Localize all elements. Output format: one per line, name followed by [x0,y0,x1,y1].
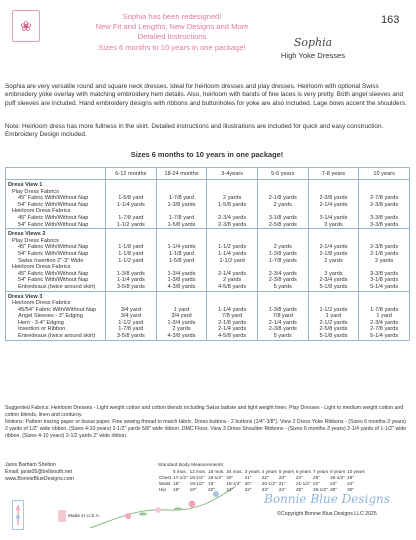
yardage-value [311,231,357,238]
yardage-value: 2-1/2 yards [319,319,348,326]
yardage-value [209,300,255,307]
yardage-value: 1-1/4 yards [116,277,145,284]
yardage-value: 3-1/4 yards [319,214,348,221]
measurement-cell: 19-1/2" [208,475,223,480]
yardage-value: 2-3/4 yards [268,270,297,277]
yardage-value: 2 yards [172,326,191,333]
measurement-cell: 22" [261,475,269,480]
table-body [6,180,410,341]
yardage-value [311,264,357,271]
yardage-value: 2-1/4 yards [218,270,247,277]
row-label: 45" Fabric With/Without Nap [18,195,89,202]
row-label: Entredeaux (twice around skirt) [18,333,96,340]
yardage-cell [359,229,410,291]
yardage-value: 3-1/8 yards [370,277,399,284]
measurement-cell: 22" [313,481,320,486]
table-header-cell: 18-24 months [156,168,207,180]
measurement-cell: 24" [347,481,354,486]
yardage-value: 2-3/8 yards [370,201,399,208]
yardage-value [159,294,205,301]
yardage-cell [308,229,359,291]
yardage-value: 7/8 yard [222,313,243,320]
measurement-cell: 18-1/2" [189,481,205,486]
measurement-cell: 21" [226,487,234,492]
yardage-value: 5 yards [273,333,292,340]
measurement-cell: 10 years [347,469,365,474]
yardage-value: 2-3/4 yards [370,319,399,326]
row-label: 54" Fabric With/Without Nap [18,201,89,208]
yardage-value [209,182,255,189]
table-header-cell: 5-6 years [257,168,308,180]
yardage-value: 5-1/4 yards [370,283,399,290]
yardage-value: 5-1/8 yards [319,283,348,290]
yardage-value: 2 yards [222,277,242,284]
yardage-cell [207,229,258,291]
promo-line: Sophia has been redesigned! [122,12,222,21]
row-label: Entredeaux (twice around skirt) [18,283,96,290]
yardage-value: 1-7/8 yards [370,306,399,313]
row-label: Angel Sleeves - 3" Edging [18,313,83,320]
table-header-cell: 7-8 years [308,168,359,180]
yardage-value: 1-5/8 yards [218,201,247,208]
measurement-cell: 4 years [261,469,277,474]
yardage-value [260,182,306,189]
yardage-value [361,300,407,307]
yardage-value [209,238,255,245]
measurement-cell: 26-1/2" [330,475,345,480]
measurement-cell: 26-1/2" [313,487,328,492]
yardage-cell [156,180,207,229]
measurement-cell: 5 years [278,469,294,474]
yardage-value: 1-7/8 yards [268,257,297,264]
yardage-value [361,231,407,238]
table-header-cell: 3-4years [207,168,258,180]
yardage-cell [308,180,359,229]
page-number: 163 [381,14,400,26]
yardage-value [209,208,255,215]
promo-line: Sizes 6 months to 10 years in one package! [98,42,246,52]
yardage-value: 1-1/2 yard [118,257,144,264]
pattern-title: Sophia [293,36,333,49]
yardage-value: 2-3/8 yards [319,195,348,202]
yardage-value: 1-3/8 yards [167,201,196,208]
yardage-value: 1-3/4 yards [167,270,196,277]
measurement-cell: 21" [278,481,286,486]
yardage-cell [359,180,410,229]
yardage-value [159,264,205,271]
yardage-value [108,294,154,301]
table-header-cell: 10 years [359,168,410,180]
designer-name: Janis Barham Shelton [5,462,56,468]
row-label-cell [6,180,106,229]
row-label: Play Dress Fabrics [12,237,59,244]
measurement-cell: Hip [159,487,166,492]
measurements-title: Standard Body Measurements: [158,463,225,468]
measurement-cell: 7 years [313,469,329,474]
yardage-cell [359,291,410,340]
row-label: 54" Fabric With/Without Nap [18,277,89,284]
yardage-value: 2 yards [222,195,242,202]
yardage-cell [106,291,157,340]
brand-logo: Bonnie Blue Designs [264,492,390,506]
yardage-value: 1-3/8 yards [268,250,297,257]
yardage-cell [207,180,258,229]
yardage-value [108,238,154,245]
measurement-cell: 24" [278,487,286,492]
yardage-value: 2-3/8 yards [268,326,297,333]
yardage-value: 2-5/8 yards [268,221,297,228]
yardage-value [260,238,306,245]
yardage-value: 2 yards [324,257,343,264]
yardage-value: 2-1/4 yards [268,319,297,326]
row-label: 45" Fabric With/Without Nap [18,244,89,251]
notions-text: Notions: Pattern tracing paper or tissue paper. Fine sewing thread to match fabric. Dress buttons - 2 buttons (1/4"-3/8"). View 2 Dress Yoke Ribbons - (Sizes 6 months-3 years) 2 yards of 1/2" wide ribbon. (Sizes 4-10 years) 2-1/2" yards 5/8" wide ribbon. DMC Floss. View 3 Dress Shoulder Ribbons - (Sizes 6 months-3 years) 2-1/4 yards of 1-1/2" wide ribbon, (Sizes 4-10 years) 2-1/2 yards 2" wide ribbon. [5,419,407,439]
yardage-value [311,189,357,196]
yardage-value [159,238,205,245]
yardage-value [361,208,407,215]
yardage-value: 2-7/8 yards [370,195,399,202]
measurement-cell: Waist [159,481,171,486]
yardage-cell [257,180,308,229]
measurement-cell: 18" [173,487,180,492]
row-label: Dress View 1 [8,182,43,188]
yardage-cell [106,180,157,229]
yardage-value: 1-1/8 yard [118,244,144,251]
measurement-cell: 20" [244,481,252,486]
measurement-cell: 23" [330,481,337,486]
contact-email: Email: janis05@bellsouth.net [5,468,72,475]
flag-icon [58,510,66,522]
yardage-value [108,231,154,238]
yardage-value: 1-7/8 yard [118,326,144,333]
measurement-cell: 8 years [330,469,346,474]
row-label: Insertion or Ribbon [18,326,66,333]
promo-banner [52,12,292,53]
yardage-value: 4-3/8 yards [167,283,196,290]
yardage-value [159,182,205,189]
ribbon-swatch-icon [12,500,24,530]
yardage-value: 2-1/8 yards [319,250,348,257]
intro-paragraph: Sophia are very versatile round and square neck dresses. Ideal for heirloom dresses and play dresses. Heirloom with optional Swiss embroidery yoke overlay with matching embroidery hem details. Also, heirloom with bands of fine laces is very pretty. Both angel sleeves and puff sleeves are included. Hand embroidery designs with ribbons and buttonholes for yoke are also included. Lage bows accent the shoulders. [5,83,407,107]
row-label: Dress Views 2 [8,231,46,238]
yardage-value [311,208,357,215]
yardage-value: 2-1/8 yards [370,250,399,257]
yardage-value: 2-3/8 yards [370,244,399,251]
suggested-fabrics-text: Suggested Fabrics: Heirloom Dresses - Light weight cotton and cotton blends including Swiss batiste and light weight linen. Play Dresses - Light to medium weight cotton and cotton blends, linen and corduroy. [5,405,404,418]
measurement-cell: 18-1/2" [189,475,205,480]
row-label-cell [6,291,106,340]
yardage-value: 7/8 yard [272,313,293,320]
yardage-value: 2-1/4 yards [319,244,348,251]
table-header-cell: 6-12 months [106,168,157,180]
yardage-value: 2 yards [374,257,394,264]
row-label: 45" Fabric With/Without Nap [18,270,89,277]
yardage-value: 2-3/8 yards [268,277,297,284]
yardage-value: 1-3/8 yards [116,270,145,277]
measurement-cell: 24 mos. [226,469,243,474]
yardage-value: 3-3/8 yards [370,270,399,277]
yardage-value [209,294,255,301]
yardage-value [361,238,407,245]
yardage-value: 3/4 yard [120,313,141,320]
measurement-cell: Chest [159,475,172,480]
measurement-cell: 6 mos. [173,469,187,474]
yardage-value: 2-1/8 yards [218,319,247,326]
yardage-value: 1-1/2 yard [219,257,245,264]
yardage-value: 1-1/2 yards [218,244,247,251]
row-label: 45/54" Fabric With/Without Nap [18,306,97,313]
yardage-value: 1-1/8 yard [118,250,144,257]
measurement-cell: 25" [295,487,303,492]
yardage-value [108,300,154,307]
measurement-cell: 22" [244,487,252,492]
yardage-value [108,189,154,196]
table-row [6,229,410,291]
yardage-value: 2-3/4 yards [218,214,247,221]
yardage-value: 5-1/8 yards [319,333,348,340]
yardage-value: 1-1/4 yards [116,201,145,208]
yardage-value: 2-3/4 yards [319,277,348,284]
yardage-value [159,231,205,238]
row-label: 45" Fabric With/Without Nap [18,214,89,221]
measurement-cell: 30" [347,487,354,492]
made-in-label: Made in U.S.A. [68,514,101,519]
row-label-cell [6,229,106,291]
yardage-value [311,238,357,245]
measurement-cell: 23" [278,475,286,480]
contact-info [5,462,74,482]
yardage-value [108,208,154,215]
yardage-cell [257,291,308,340]
yardage-value [361,264,407,271]
yardage-value: 1-7/8 yard [168,195,195,202]
row-label: Heirloom Dress Fabrics [12,208,71,215]
yardage-value: 1-7/8 yard [168,214,195,221]
yardage-value: 4-3/8 yards [167,333,196,340]
measurement-cell: 18 mos. [208,469,225,474]
yardage-value: 1 yard [173,306,190,313]
yardage-value: 2-1/4 yards [319,201,348,208]
yardage-value: 1-7/8 yard [118,214,144,221]
measurement-cell: 3 years [244,469,260,474]
yardage-value: 1-1/4 yards [167,244,196,251]
yardage-value: 3-3/8 yards [370,221,399,228]
measurement-cell: 19-1/2" [226,481,242,486]
yardage-value: 1-1/4 yards [218,250,247,257]
yardage-cell [257,229,308,291]
measurement-cell: 19" [208,481,215,486]
yardage-value [209,264,255,271]
logo-icon: ❀ [12,10,40,42]
table-row [6,291,410,340]
yardage-value: 1-5/8 yards [167,221,196,228]
yardage-value: 4-5/8 yards [218,333,247,340]
measurement-cell: 25" [313,475,320,480]
measurement-cell: 28" [330,487,337,492]
note-paragraph: Note: Heirloom dress has more fullness in the skirt. Detailed instructions and illustrations are included for quick and easy construction. Embroidery Design included. [5,123,384,139]
table-row [6,180,410,229]
yardage-value: 1-1/2 yards [319,306,348,313]
row-label: Heirloom Dress Fabrics [12,300,71,307]
yardage-value [260,189,306,196]
yardage-value: 3-3/8 yards [370,214,399,221]
measurements-table [158,469,366,493]
yardage-value [260,264,306,271]
yardage-cell [156,291,207,340]
measurement-cell: 23" [261,487,269,492]
website-link[interactable]: www.BonnieBlueDesigns.com [5,475,74,482]
promo-line: Detailed Instructions [137,32,207,42]
yardage-cell [156,229,207,291]
yardage-cell [207,291,258,340]
measurement-cell: 17-1/2" [173,475,188,480]
yardage-value: 1-5/8 yard [118,195,144,202]
row-label: Heirloom Dress Fabrics [12,264,71,271]
row-label: Play Dress Fabrics [12,188,59,195]
yardage-value: 2 yards [273,201,292,208]
measurement-cell: 21-1/2" [295,481,311,486]
yardage-value [260,294,306,301]
yardage-value: 2-1/4 yards [218,326,247,333]
measurement-cell: 18" [173,481,180,486]
measurement-cell: 20" [226,475,234,480]
measurement-cell: 12 mos. [189,469,207,474]
yardage-value [311,182,357,189]
yardage-value: 1-3/8 yards [268,306,297,313]
yardage-value [260,231,306,238]
yardage-value: 2-5/8 yards [319,326,348,333]
measurement-cell: 19" [189,487,197,492]
yardage-value [311,294,357,301]
yardage-value: 1-5/8 yard [168,257,195,264]
table-header-row [6,168,410,180]
yardage-value: 3-5/8 yards [116,283,145,290]
measurement-cell: 20" [208,487,215,492]
measurement-cell: 6 years [295,469,312,474]
yardage-value: 1-1/8 yard [168,250,195,257]
yardage-value: 3/4 yard [171,313,192,320]
yardage-value [260,208,306,215]
yardage-value: 1-1/4 yards [218,306,247,313]
pattern-subtitle: High Yoke Dresses [280,51,346,60]
yardage-value: 3 yards [324,270,343,277]
yardage-value: 1-3/4 yards [167,319,196,326]
yardage-value: 1-3/8 yards [167,277,196,284]
yardage-value: 2-3/8 yards [218,221,247,228]
measurements-body [158,469,366,493]
yardage-value: 1 yard [376,313,392,320]
yardage-value [260,300,306,307]
copyright-text: ©Copyright Bonnie Blue Designs LLC 2025 [277,511,377,517]
promo-line: New Fit and Lengths, New Designs and More [95,22,249,32]
table-header-cell [6,168,106,180]
yardage-value: 2-7/8 yards [370,326,399,333]
measurement-cell: 21" [244,475,252,480]
yardage-value: 1-1/2 yards [116,221,145,228]
yardage-value [108,264,154,271]
yardage-value: 3/4 yard [120,306,141,313]
yardage-value [108,182,154,189]
measurement-cell: 20-1/2" [261,481,277,486]
yardage-value [361,294,407,301]
yardage-value: 3 yards [324,221,343,228]
yardage-value: 3-5/8 yards [116,333,145,340]
row-label: 54" Fabric With/Without Nap [18,221,89,228]
yardage-value [361,182,407,189]
yardage-value: 5 yards [273,283,292,290]
yardage-value [159,189,205,196]
yardage-cell [106,229,157,291]
yardage-value: 2-1/8 yards [268,195,297,202]
yardage-value: 2 yards [273,244,292,251]
row-label: 54" Fabric With/Without Nap [18,250,89,257]
measurement-cell: 28" [347,475,354,480]
yardage-value [209,189,255,196]
measurement-cell: 24" [295,475,303,480]
yardage-cell [308,291,359,340]
yardage-value: 4-5/8 yards [218,283,247,290]
table-heading: Sizes 6 months to 10 years in one package! [130,150,284,159]
yardage-value [209,231,255,238]
yardage-value: 1 yard [325,313,342,320]
yardage-value: 1-1/2 yard [118,319,144,326]
row-label: Hem - 3-4" Edging [18,319,64,326]
yardage-value [361,189,407,196]
yardage-value [159,300,205,307]
yardage-table [5,167,410,341]
yardage-value: 5-1/4 yards [370,333,399,340]
yardage-value [311,300,357,307]
row-label: Dress View 3 [8,293,43,300]
yardage-value: 3-1/8 yards [268,214,297,221]
row-label: Swiss Insertion 2"-3" Wide [18,257,84,264]
yardage-value [159,208,205,215]
